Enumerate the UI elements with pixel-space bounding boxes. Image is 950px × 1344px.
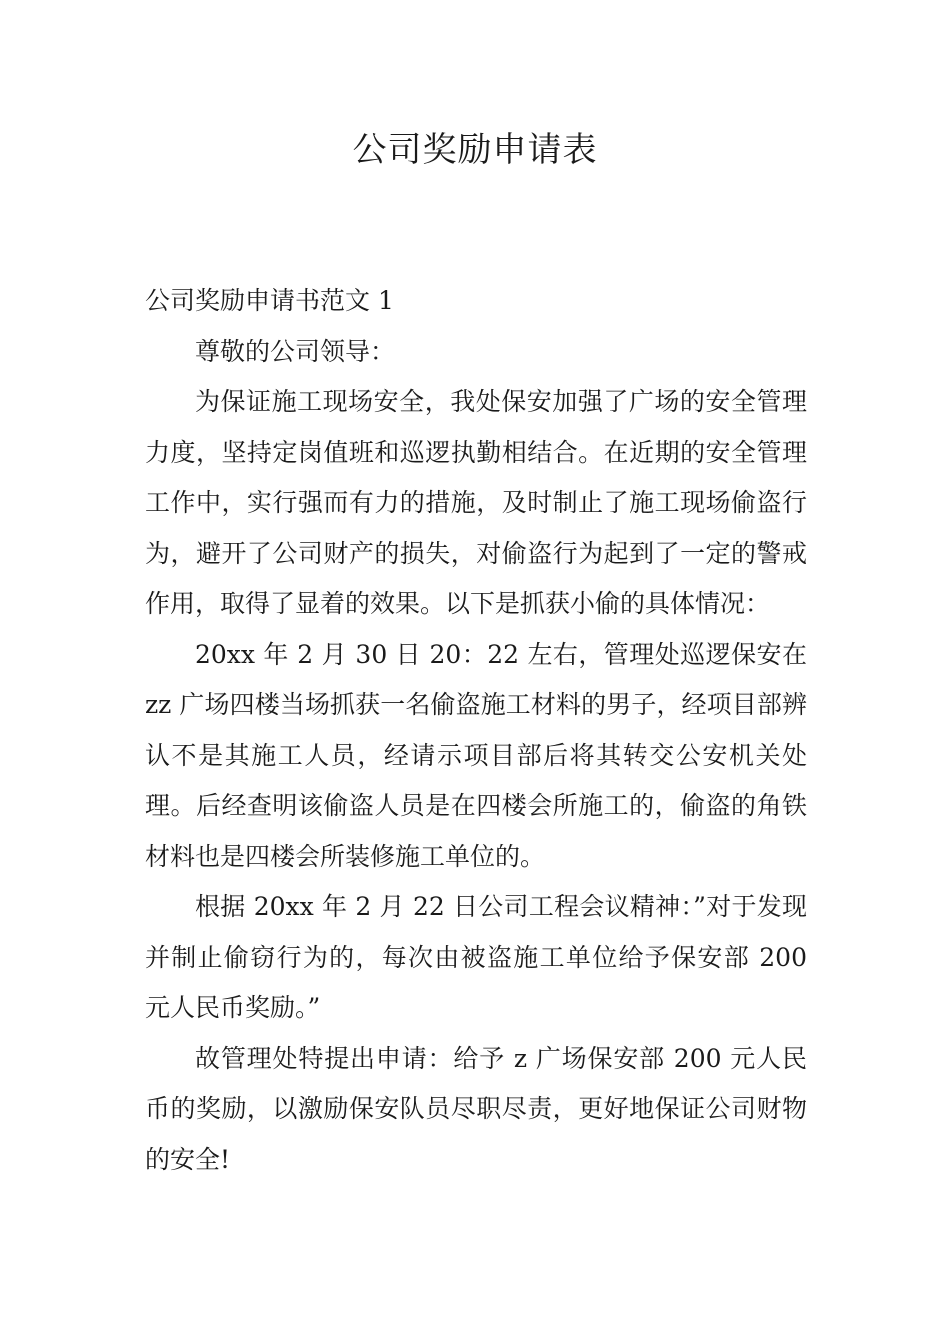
section-heading: 公司奖励申请书范文 1	[145, 286, 394, 315]
paragraph-security-measures: 为保证施工现场安全，我处保安加强了广场的安全管理力度，坚持定岗值班和巡逻执勤相结合。在近期的安全管理工作中，实行强而有力的措施，及时制止了施工现场偷盗行为，避开了公司财产的损失，对偷盗行为起到了一定的警戒作用，取得了显着的效果。以下是抓获小偷的具体情况：	[145, 387, 807, 618]
paragraph-incident-details: 20xx 年 2 月 30 日 20：22 左右，管理处巡逻保安在 zz 广场四楼当场抓获一名偷盗施工材料的男子，经项目部辨认不是其施工人员，经请示项目部后将其转交公安机关处理。后经查明该偷盗人员是在四楼会所施工的，偷盗的角铁材料也是四楼会所装修施工单位的。	[145, 639, 807, 871]
salutation: 尊敬的公司领导：	[195, 336, 396, 366]
document-body	[145, 276, 807, 1185]
paragraph-reward-request: 故管理处特提出申请：给予 z 广场保安部 200 元人民币的奖励，以激励保安队员尽职尽责，更好地保证公司财物的安全!	[145, 1043, 807, 1174]
document-title: 公司奖励申请表	[352, 130, 598, 170]
paragraph-meeting-resolution: 根据 20xx 年 2 月 22 日公司工程会议精神：”对于发现并制止偷窃行为的，每次由被盗施工单位给予保安部 200 元人民币奖励。”	[145, 892, 807, 1022]
